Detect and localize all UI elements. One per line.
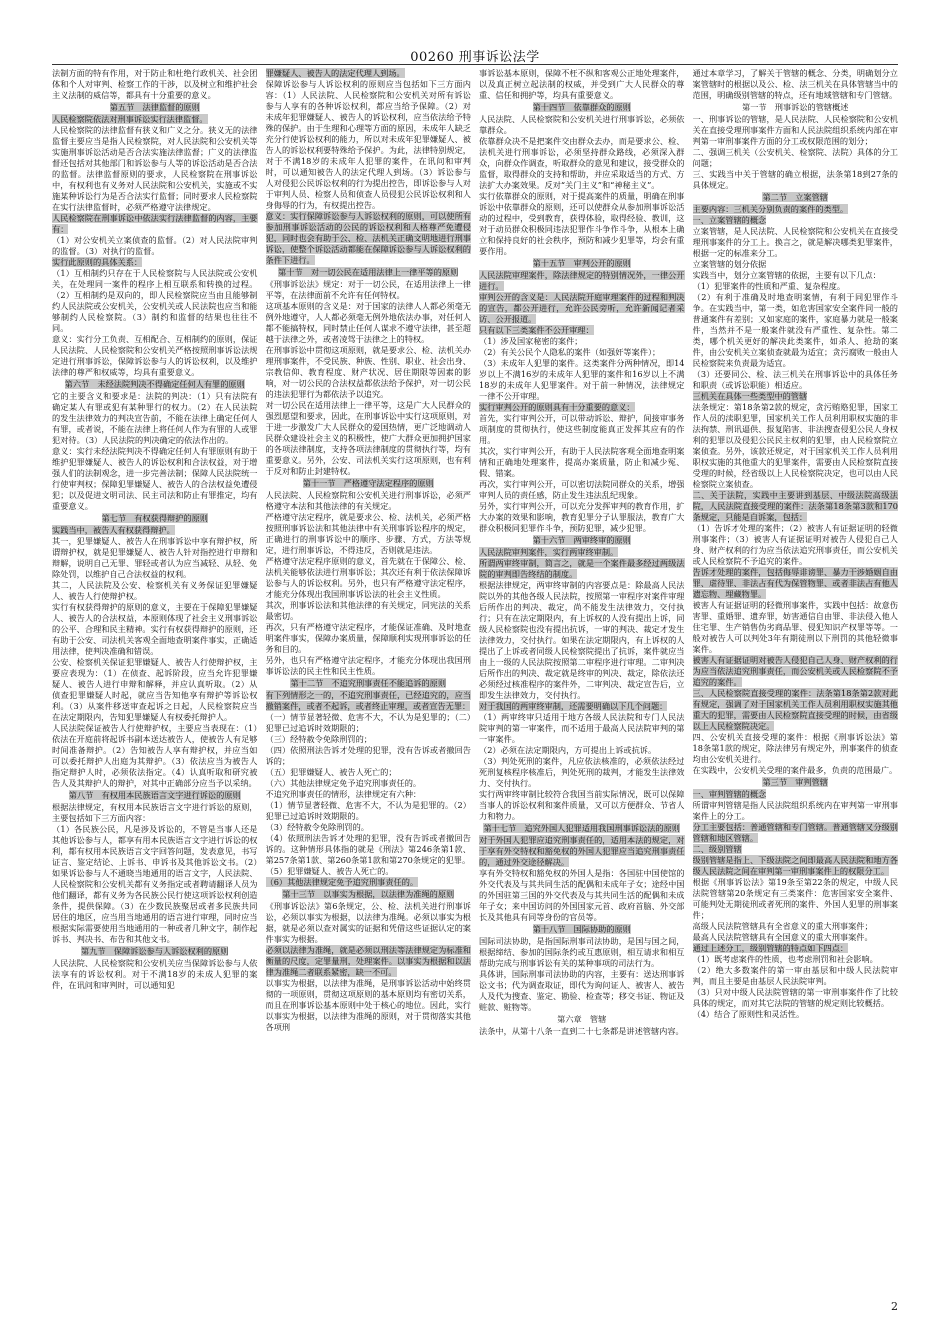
paragraph: 实行两审终审制比较符合我国当前实际情况，既可以保障当事人的诉讼权利和案件质量，又可以方便群众、节省人力和物力。 — [479, 789, 685, 821]
paragraph: 公安、检察机关保证犯罪嫌疑人、被告人行使辩护权，主要应表现为：（1）在侦查、起诉阶段，应当允许犯罪嫌疑人、被告人进行申辩和解释，并应认真听取。（2）从侦查犯罪嫌疑人时起，就应当告知他享有辩护等诉讼权利。（3）从案件移送审查起诉之日起，人民检察院应当在法定期限内，告知犯罪嫌疑人有权委托辩护人。 — [52, 657, 258, 722]
paragraph: 审判公开的含义是：人民法院开庭审理案件的过程和判决的宣告，都公开进行，允许公民旁听，允许新闻记者采访、公开报道。 — [479, 292, 685, 324]
paragraph: 二、关于法院，实践中主要讲到基层、中级法院高级法院，人民法院直接受理的案件：法条第18条第3款和170条规定，只能是自诉案，包括： — [692, 490, 898, 522]
section-heading: 第六章 管辖 — [557, 1014, 607, 1024]
paragraph: （五）犯罪嫌疑人、被告人死亡的； — [265, 767, 397, 777]
paragraph: （1）两审终审只适用于地方各级人民法院和专门人民法院审判的第一审案件，而不适用于最高人民法院审判的第一审案件。 — [479, 712, 685, 744]
paragraph: 其次，实行审判公开，有助于人民法院客观全面地查明案情和正确地处理案件，提高办案质量，防止和减少冤、假、错案。 — [479, 446, 685, 478]
paragraph: （四）依照刑法告诉才处理的犯罪，没有告诉或者撤回告诉的； — [265, 745, 471, 766]
paragraph: 被害人有证据证明对被告人侵犯自己人身、财产权利的行为应当依法追究刑事责任，而公安机关或人民检察院不予追究的案件。 — [692, 655, 898, 687]
paragraph: 再次，实行审判公开，可以密切法院同群众的关系，增强审判人员的责任感，防止发生违法乱纪现象。 — [479, 479, 685, 500]
paragraph: （1）各民族公民，凡是涉及诉讼的，不管是当事人还是其他诉讼参与人，都享有用本民族语言文字进行诉讼的权利，都有权用本民族语言文字回答问题，发表意见，书写证言、鉴定结论、上诉书、申诉书及其他诉讼文书。（2）如果诉讼参与人不通晓当地通用的语言文字，人民法院、人民检察院和公安机关都有义务指定或者聘请翻译人员为他们翻译，都有义务为各民族公民行使这项诉讼权利创造条件，提供保障。（3）在少数民族聚居或者多民族共同居住的地区，应当用当地通用的语言进行审理，同时应当根据实际需要使用当地通用的一种或者几种文字，制作起诉书、判决书、布告和其他文书。 — [52, 824, 258, 944]
paragraph: 法条规定：第18条第2款的规定，贪污贿赂犯罪，国家工作人员的渎职犯罪，国家机关工作人员利用职权实施的非法拘禁、刑讯逼供、报复陷害、非法搜查侵犯公民人身权利的犯罪以及侵犯公民民主权利的犯罪，由人民检察院立案侦查。另外，该款还规定，对于国家机关工作人员利用职权实施的其他重大的犯罪案件，需要由人民检察院直接受理的时候，经省级以上人民检察院决定，也可以由人民检察院立案侦查。 — [692, 402, 898, 489]
paragraph: 《刑事诉讼法》规定：对于一切公民，在适用法律上一律平等，在法律面前不允许有任何特权。 — [265, 279, 471, 300]
paragraph: 不追究刑事责任的情形，法律规定有六种： — [265, 789, 422, 799]
paragraph: 通过本章学习，了解关于管辖的概念、分类，明确划分立案管辖时的根据以及公、检、法三机关在具体管辖当中的范围，明确级别管辖的特点，还有地域管辖和专门管辖。 — [692, 68, 898, 100]
document-body — [52, 68, 898, 1318]
section-heading: 第十四节 依靠群众的原则 — [532, 102, 631, 112]
section-heading: 第十节 对一切公民在适用法律上一律平等的原则 — [278, 267, 459, 277]
paragraph: 根据《刑事诉讼法》第19条至第22条的规定，中级人民法院管辖第20条规定有三类案件：危害国家安全案件、可能判处无期徒刑或者死刑的案件、外国人犯罪的刑事案件； — [692, 877, 898, 920]
paragraph: （1）情节显著轻微、危害不大，不认为是犯罪的。（2）犯罪已过追诉时效期限的。 — [265, 800, 471, 821]
paragraph: 人民法院、人民检察院和公安机关进行刑事诉讼，必须依靠群众。 — [479, 114, 685, 135]
paragraph: 一、立案管辖的概念 — [692, 215, 767, 225]
paragraph: 必须以法律为准绳，就是必须以刑法等法律规定为标准和衡量的尺度，定罪量刑，处理案件。以事实为根据和以法律为准绳二者联系紧密，缺一不可。 — [265, 945, 471, 977]
paragraph: 只有以下三类案件不公开审理： — [479, 325, 594, 335]
paragraph: 三、实践当中关于管辖的确立根据，法条第18到27条的具体规定。 — [692, 169, 898, 190]
text-column-3 — [479, 68, 685, 1318]
section-heading: 第十七节 追究外国人犯罪适用我国刑事诉讼法的原则 — [483, 823, 680, 833]
page-header: 00260 刑事诉讼法学 — [410, 50, 540, 65]
section-heading: 第八节 有权用本民族语言文字进行诉讼的原则 — [68, 790, 241, 800]
paragraph: 所谓两审终审制，简言之，就是一个案件最多经过两级法院的审判即告终结的制度。 — [479, 558, 685, 579]
text-column-4 — [693, 68, 899, 1318]
paragraph: 再次，只有严格遵守法定程序，才能保证准确、及时地查明案件事实，保障办案质量，保障顺利实现刑事诉讼的任务和目的。 — [265, 622, 471, 654]
paragraph: 三机关在具体一些类型中的管辖 — [692, 391, 808, 401]
paragraph: （3）还要同公、检、法三机关在刑事诉讼中的具体任务和职责（或诉讼职能）相适应。 — [692, 369, 898, 390]
paragraph: 对于外国人犯罪应追究刑事责任的，适用本法的规定，对于享有外交特权和豁免权的外国人犯罪应当追究刑事责任的，通过外交途径解决。 — [479, 835, 685, 867]
header-divider — [52, 64, 898, 65]
paragraph: 人民法院审判案件，实行两审终审制。 — [479, 547, 619, 557]
paragraph: 《刑事诉讼法》第6条规定，公、检、法机关进行刑事诉讼，必须以事实为根据，以法律为准绳。必须以事实为根据，就是必须以查对属实的证据和凭借这些证据认定的案件事实为根据。 — [265, 901, 471, 944]
paragraph: 告诉才处理的案件，包括侮辱诽谤罪、暴力干涉婚姻自由罪、虐待罪、非法占有代为保管物罪、或者非法占有他人遗忘物、埋藏物罪。 — [692, 567, 898, 599]
paragraph: 法条中，从第十八条一直到二十七条都是讲述管辖内容。 — [479, 1026, 684, 1036]
page-number: 2 — [891, 1300, 898, 1313]
paragraph: 意义：实行保障诉讼参与人诉讼权利的原则，可以使所有参加刑事诉讼活动的公民的诉讼权利和人格尊严免遭侵犯，同时也会有助于公、检、法机关正确文明地进行刑事诉讼，使整个诉讼活动都能在保障诉讼参与人诉讼权利的条件下进行。 — [265, 211, 471, 265]
paragraph: 立案管辖，是人民法院、人民检察院和公安机关在直接受理刑事案件的分工上。换言之，就是解决哪类犯罪案件，根据一定的标准来分工。 — [692, 226, 898, 258]
paragraph: （3）判处死刑的案件，凡应依法核准的，必须依法经过死刑复核程序核准后，判处死刑的裁判，才能发生法律效力、交付执行。 — [479, 756, 685, 788]
section-heading: 第三节 审判管辖 — [762, 777, 828, 787]
paragraph: 一、审判管辖的概念 — [692, 789, 767, 799]
paragraph: （1）涉及国家秘密的案件； — [479, 336, 583, 346]
section-heading: 第二节 立案管辖 — [762, 192, 828, 202]
paragraph: 其次，刑事诉讼法和其他法律的有关规定，同宪法的关系最密切。 — [265, 600, 471, 621]
paragraph: 保障诉讼参与人诉讼权利的原则应当包括如下三方面内容：（1）人民法院、人民检察院和公安机关对所有诉讼参与人享有的各种诉讼权利，都应当给予保障。（2）对未成年犯罪嫌疑人、被告人的诉讼权利，应当依法给予特殊的保护。由于生理和心理等方面的原因，未成年人缺乏充分行使诉讼权利的能力，所以对未成年犯罪嫌疑人、被告人的诉讼权利要特殊给予保护。为此，法律特别规定，对于不满18岁的未成年人犯罪的案件，在讯问和审判时，可以通知被告人的法定代理人到场。（3）诉讼参与人对侵犯公民诉讼权利的行为提出控告，即诉讼参与人对于审判人员、检察人员和侦查人员侵犯公民诉讼权利和人身侮辱的行为，有权提出控告。 — [265, 79, 471, 210]
section-heading: 第十三节 以事实为根据，以法律为准绳的原则 — [282, 889, 455, 899]
paragraph: （1）告诉才处理的案件；（2）被害人有证据证明的轻微刑事案件；（3）被害人有证据证明对被告人侵犯自己人身、财产权利的行为应当依法追究刑事责任，而公安机关或人民检察院不予追究的案件。 — [692, 523, 898, 566]
paragraph: 意义：实行未经法院判决不得确定任何人有罪原则有助于维护犯罪嫌疑人、被告人的诉讼权利和合法权益，对于增强人们的法制观念，进一步完善法制；保障人民法院统一行使审判权；保障犯罪嫌疑人、被告人的合法权益免遭侵犯；以及促进文明司法、民主司法和防止有罪推定，均有重要意义。 — [52, 446, 258, 511]
paragraph: 实行此原则的具体关系： — [52, 257, 143, 267]
section-heading: 第十二节 不追究刑事责任不能追诉的原则 — [290, 678, 447, 688]
paragraph: 级别管辖是指上、下级法院之间即最高人民法院和地方各级人民法院之间在审判第一审刑事案件上的权限分工。 — [692, 855, 898, 876]
paragraph: 首先，实行审判公开，可以带动诉讼、辩护，间接审事务项制度的贯彻执行，使这些制度能真正发挥其应有的作用。 — [479, 413, 685, 445]
section-heading: 第十八节 国际协助的原则 — [532, 924, 631, 934]
paragraph: 人民检察院的法律监督有狭义和广义之分。狭义无的法律监督主要应当是指人民检察院，对人民法院和公安机关等实施刑事诉讼活动是否合法实施法律监督；广义的法律监督还包括对其他部门和诉讼参与人等的诉讼活动是否合法的监督。法律监督原则的要求，人民检察院在刑事诉讼中，有权利也有义务对人民法院和公安机关，实施或不实施某种诉讼行为是否合法实行监督；同时要求人民检察院在实行法律监督时，必须严格遵守法律规定。 — [52, 125, 258, 212]
paragraph: 严格遵守法定程序原则的意义，首先就在于保障公、检、法机关能够依法进行刑事诉讼；其次还有利于依法保障诉讼参与人的诉讼权利。另外，也只有严格遵守法定程序，才能充分体现出我国刑事诉讼法的社会主义性质。 — [265, 556, 471, 599]
paragraph: 根据法律规定，两审终审制的内容要点是：除最高人民法院以外的其他各级人民法院，按照第一审程序对案件审理后所作出的判决、裁定，尚不能发生法律效力，交付执行；只有在法定期限内，有上诉权的人没有提出上诉，同级人民检察院也没有提出抗诉，一审的判决、裁定才发生法律效力，交付执行。如果在法定期限内，有上诉权的人提出了上诉或者同级人民检察院提出了抗诉，案件就应当由上一级的人民法院按照第二审程序进行审理。二审判决后所作出的判决、裁定就是终审的判决、裁定，除依法还必须经过核准程序的案件外，二审判决、裁定宣告后，立即发生法律效力，交付执行。 — [479, 580, 685, 700]
paragraph: 其一，犯罪嫌疑人、被告人在刑事诉讼中享有辩护权，所谓辩护权，就是犯罪嫌疑人、被告人针对指控进行申辩和辩解，说明自己无罪、罪轻或者认为应当减轻、从轻、免除处罚，以维护自己合法权益的权利。 — [52, 536, 258, 579]
paragraph: 在实践中，公安机关受理的案件最多，负责的范围最广。 — [692, 765, 898, 775]
paragraph: 被害人有证据证明的轻微刑事案件，实践中包括：故意伤害罪、重婚罪、遗弃罪，妨害通信自由罪、非法侵入他人住宅罪、生产销售伪劣商品罪、侵犯知识产权罪等等。一般对被告人可以判处3年有期徒刑以下刑罚的其他轻微事案件。 — [692, 600, 898, 654]
paragraph: 实行审判公开的原则具有十分重要的意义： — [479, 402, 635, 412]
paragraph: 享有外交特权和豁免权的外国人是指：各国驻中国使馆的外交代表及与其共同生活的配偶和未成年子女；途经中国的外国驻第三国的外交代表及与其共同生活的配偶和未成年子女；来中国访问的外国国家元首、政府首脑、外交部长及其他具有同等身份的官员等。 — [479, 868, 685, 922]
paragraph: （5）犯罪嫌疑人、被告人死亡的。 — [265, 866, 394, 876]
paragraph: 对于我国的两审终审制，还需要明确以下几个问题： — [479, 701, 668, 711]
paragraph: 在刑事诉讼中贯彻这项原则，就是要求公、检、法机关办理刑事案件，不受民族、种族、性别、职业、社会出身、宗教信仰、教育程度、财产状况、居住期限等因素的影响，对一切公民的合法权益都依法给予保护，对一切公民的违法犯罪行为都依法予以追究。 — [265, 345, 471, 399]
paragraph: （1）互相制约只存在于人民检察院与人民法院或公安机关，在处理同一案件的程序上相互联系和转换的过程。（2）互相制约是双向的，即人民检察院应当由且能够制约人民法院或公安机关，公安机关或人民法院也应当和能够制约人民检察院。（3）制约和监督的结果也往往不同。 — [52, 268, 258, 333]
paragraph: 它的主要含义和要求是：法院的判决：（1）只有法院有确定某人有罪或犯有某种罪行的权力。（2）在人民法院的发生法律效力的判决宣告前，不能在法律上确定任何人有罪，或者说，不能在法律上将任何人作为有罪的人或罪犯对待。（3）人民法院的判决确定的依法作出的。 — [52, 391, 258, 445]
section-heading: 第六节 未经法院判决不得确定任何人有罪的原则 — [64, 379, 245, 389]
paragraph: （3）只对中级人民法院管辖的第一审刑事案件作了比较具体的规定，而对其它法院的管辖的规定则比较概括。 — [692, 987, 898, 1008]
paragraph: 分工主要包括：普通管辖和专门管辖。普通管辖又分级别管辖和地区管辖。 — [692, 822, 898, 843]
paragraph: 这项基本原则的含义是：对于国家的法律人人都必须毫无例外地遵守，人人都必须毫无例外地依法办事，对任何人都不能搞特权，同时禁止任何人谋求不遵守法律，甚至超越于法律之外，或者凌驾于法律之上的特权。 — [265, 301, 471, 344]
section-heading: 第七节 有权获得辩护的原则 — [101, 513, 208, 523]
paragraph: 人民法院审理案件，除法律规定的特别情况外，一律公开进行。 — [479, 270, 685, 291]
paragraph: 一、刑事诉讼的管辖，是人民法院、人民检察院和公安机关在直接受理刑事案件方面和人民法院组织系统内部在审判第一审刑事案件方面的分工或权限范围的划分； — [692, 114, 898, 146]
paragraph: （三）经特赦令免除刑罚的； — [265, 734, 372, 744]
paragraph: （1）既考虑案件的性质，也考虑刑罚和社会影响。 — [692, 954, 878, 964]
paragraph: （3）未成年人犯罪的案件。这类案件分两种情况，即14岁以上不满16岁的未成年人犯罪的案件和16岁以上不满18岁的未成年人犯罪案件。对于前一种情况，法律规定一律不公开审理。 — [479, 358, 685, 401]
section-heading: 第九节 保障诉讼参与人诉讼权利的原则 — [81, 946, 229, 956]
paragraph: 主要内容：三机关分别负责的案件的类型。 — [692, 204, 849, 214]
paragraph: 通过上述分工，级别管辖的特点如下四点： — [692, 943, 849, 953]
paragraph: 最高人民法院管辖具有全国意义的重大刑事案件。 — [692, 932, 873, 942]
paragraph: （1）犯罪案件的性质和严重、复杂程度。 — [692, 281, 846, 291]
paragraph: 其二，人民法院及公安、检察机关有义务保证犯罪嫌疑人、被告人行使辩护权。 — [52, 580, 258, 601]
paragraph: 人民检察院在刑事诉讼中依法实行法律监督的内容，主要有： — [52, 213, 258, 234]
paragraph: 高级人民法院管辖具有全省意义的重大刑事案件； — [692, 921, 873, 931]
section-heading: 第一节 刑事诉讼的管辖概述 — [742, 102, 849, 112]
paragraph: （4）结合了原则性和灵活性。 — [692, 1009, 805, 1019]
paragraph: 三、人民检察院直接受理的案件：法条第18条第2款对此有规定，强调了对于国家机关工作人员利用职权实施其他重大的犯罪，需要由人民检察院直接受理的时候，由省级以上人民检察院决定。 — [692, 688, 898, 731]
section-heading: 第五节 法律监督的原则 — [109, 102, 200, 112]
paragraph: 实行依靠群众的原则，对于提高案件的质量，明确在刑事诉讼中依靠群众的原则，还可以使群众从参加刑事诉讼活动的过程中，受到教育，获得体验，取得经验、教训，这对于动员群众积极同违法犯罪作斗争作斗争，从根本上确立和保持良好的社会秩序，预防和减少犯罪等，均会有重要作用。 — [479, 191, 685, 256]
paragraph: 四、公安机关直接受理的案件：根据《刑事诉讼法》第18条第1款的规定，除法律另有规定外，刑事案件的侦查均由公安机关进行。 — [692, 732, 898, 764]
paragraph: 立案管辖的划分依据 — [692, 259, 767, 269]
paragraph: （六）其他法律规定免予追究刑事责任的。 — [265, 778, 422, 788]
paragraph: （6）其他法律规定免予追究刑事责任的。 — [265, 877, 419, 887]
section-heading: 第十六节 两审终审的原则 — [532, 535, 631, 545]
paragraph: 罪嫌疑人、被告人的法定代理人到场。 — [265, 68, 405, 78]
paragraph: 实践当中，划分立案管辖的依据，主要有以下几点： — [692, 270, 881, 280]
text-column-1 — [52, 68, 258, 1318]
paragraph: 实践当中，被告人有权获得辩护。 — [52, 525, 175, 535]
paragraph: 严格遵守法定程序，就是要求公、检、法机关，必须严格按照刑事诉讼法和其他法律中有关刑事诉讼程序的规定，正确进行的刑事诉讼中的顺序、步骤、方式，方法等规定，进行刑事诉讼，不得违反，否则就是违法。 — [265, 512, 471, 555]
paragraph: （一）情节显著轻微、危害不大，不认为是犯罪的；（二）犯罪已过追诉时效期限的； — [265, 712, 471, 733]
paragraph: 人民法院、人民检察院和公安机关进行刑事诉讼，必须严格遵守本法和其他法律的有关规定。 — [265, 490, 471, 511]
paragraph: 实行有权获得辩护的原则的意义，主要在于保障犯罪嫌疑人、被告人的合法权益，本原则体现了社会主义刑事诉讼的公平、合理和民主精神。实行有权获得辩护的原则，还有助于公安、司法机关客观全面地查明案件事实，正确适用法律，使判决准确和错误。 — [52, 602, 258, 656]
paragraph: 根据法律规定，有权用本民族语言文字进行诉讼的原则，主要包括如下三方面内容： — [52, 802, 258, 823]
paragraph: 事诉讼基本原则，保障不枉不纵和客观公正地处理案件，以及真正树立起法制的权威，并受到广大人民群众的尊重、信任和拥护等，均具有重要意义。 — [479, 68, 685, 100]
paragraph: （2）有关公民个人隐私的案件（如强奸等案件）； — [479, 347, 661, 357]
paragraph: 国际司法协助，是指国际刑事司法协助，是国与国之间，根据缔结、参加的国际条约或互惠原则，相互请求和相互帮助完成与刑事诉讼有关的某种事项的司法行为。 — [479, 936, 685, 968]
paragraph: 法制方面的特有作用，对于防止和杜绝行政机关、社会团体和个人对审判、检察工作的干涉，以及树立和维护社会主义法制的威信等，都具有十分重要的意义。 — [52, 68, 258, 100]
paragraph: （3）经特赦令免除刑罚的。 — [265, 822, 369, 832]
paragraph: 二、级别管辖 — [692, 844, 742, 854]
paragraph: 有下列情形之一的，不追究刑事责任，已经追究的，应当撤销案件，或者不起诉，或者终止审理，或者宣告无罪： — [265, 690, 471, 711]
text-column-2 — [266, 68, 472, 1318]
paragraph: 另外，也只有严格遵守法定程序，才能充分体现出我国刑事诉讼法的民主性和民主性质。 — [265, 655, 471, 676]
paragraph: 对一切公民在适用法律上一律平等，这是广大人民群众的强烈愿望和要求，因此，在刑事诉讼中实行这项原则，对于进一步激发广大人民群众的爱国热情，更广泛地调动人民群众建设社会主义的积极性，使广大群众更加拥护国家的各项法律制度，支持各项法律制度的贯彻执行等，均有重要意义。另外，公安、司法机关实行这项原则，也有利于反对和防止封建特权。 — [265, 400, 471, 476]
paragraph: 具体讲，国际刑事司法协助的内容，主要有：送达刑事诉讼文书；代为调查取证，即代为询问证人、被害人、被告人及代为搜查、鉴定、勘验、检查等；移交书证、物证及赃款、赃物等。 — [479, 969, 685, 1012]
paragraph: 以事实为根据，以法律为准绳，是刑事诉讼活动中始终贯彻的一项原则，贯彻这项原则的基本原则均有密切关系，而且在刑事诉讼基本原则中处于核心的地位。因此，实行以事实为根据，以法律为准绳的原则，对于贯彻落实其他各项刑 — [265, 978, 471, 1032]
paragraph: 另外，实行审判公开，可以充分发挥审判的教育作用，扩大办案的效果和影响，教育犯罪分子认罪服法，教育广大群众积极同犯罪作斗争，预防犯罪，减少犯罪。 — [479, 501, 685, 533]
paragraph: 依靠群众决不是把案件交由群众去办，而是要求公、检、法机关进行刑事诉讼，必须坚持群众路线，必须深入群众，向群众作调查，听取群众的意见和建议，接受群众的监督，取得群众的支持和帮助，并应采取适当的方式、方法扩大办案效果。反对“关门主义”和“神秘主义”。 — [479, 136, 685, 190]
paragraph: （2）必须在法定期限内，方可提出上诉或抗诉。 — [479, 745, 657, 755]
paragraph: 人民检察院依法对刑事诉讼实行法律监督。 — [52, 114, 208, 124]
paragraph: （4）依照刑法告诉才处理的犯罪，没有告诉或者撤回告诉的。这种情形具体指的就是《刑法》第246条第1款、第257条第1款、第260条第1款和第270条规定的犯罪。 — [265, 833, 471, 865]
section-heading: 第十一节 严格遵守法定程序的原则 — [302, 478, 434, 488]
paragraph: 二、强调三机关（公安机关、检察院、法院）具体的分工问题； — [692, 147, 898, 168]
paragraph: 意义：实行分工负责、互相配合、互相制约的原则，保证人民法院、人民检察院和公安机关严格按照刑事诉讼法规定进行刑事诉讼，保障诉讼参与人的诉讼权利，以及维护法律的尊严和权威等，均具有重要意义。 — [52, 334, 258, 377]
paragraph: 人民法院保证被告人行使辩护权，主要应当表现在：（1）依法在开庭前将起诉书副本送达被告人，使被告人有足够时间准备辩护。（2）告知被告人享有辩护权，并应当如可以委托辩护人出庭为其辩护。（3）依法应当为被告人指定辩护人时，必须依法指定。（4）认真听取和研究被告人及其辩护人的辩护，对其中正确部分应当予以采纳。 — [52, 723, 258, 788]
paragraph: （2）绝大多数案件的第一审由基层和中级人民法院审判，而且主要是由基层人民法院审判。 — [692, 965, 898, 986]
paragraph: （1）对公安机关立案侦查的监督。（2）对人民法院审判的监督。（3）对执行的监督。 — [52, 235, 258, 256]
paragraph: 所谓审判管辖是指人民法院组织系统内在审判第一审刑事案件上的分工。 — [692, 800, 898, 821]
paragraph: 人民法院、人民检察院和公安机关应当保障诉讼参与人依法享有的诉讼权利。对于不满18岁的未成人犯罪的案件，在讯问和审判时，可以通知犯 — [52, 958, 258, 990]
section-heading: 第十五节 审判公开的原则 — [532, 258, 631, 268]
paragraph: （2）有利于准确及时地查明案情，有利于同犯罪作斗争。在实践当中，第一类，如危害国家安全案件同一般的普通案件有差别；又如家庭的案件，家庭暴力就是一般案件，当然并不是一般案件就没有严重性、复杂性。第二类，哪个机关更好的解决此类案件，如杀人、抢劫的案件，由公安机关立案侦查就最为适宜；贪污腐败一般由人民检察院来负责最为适宜。 — [692, 292, 898, 368]
